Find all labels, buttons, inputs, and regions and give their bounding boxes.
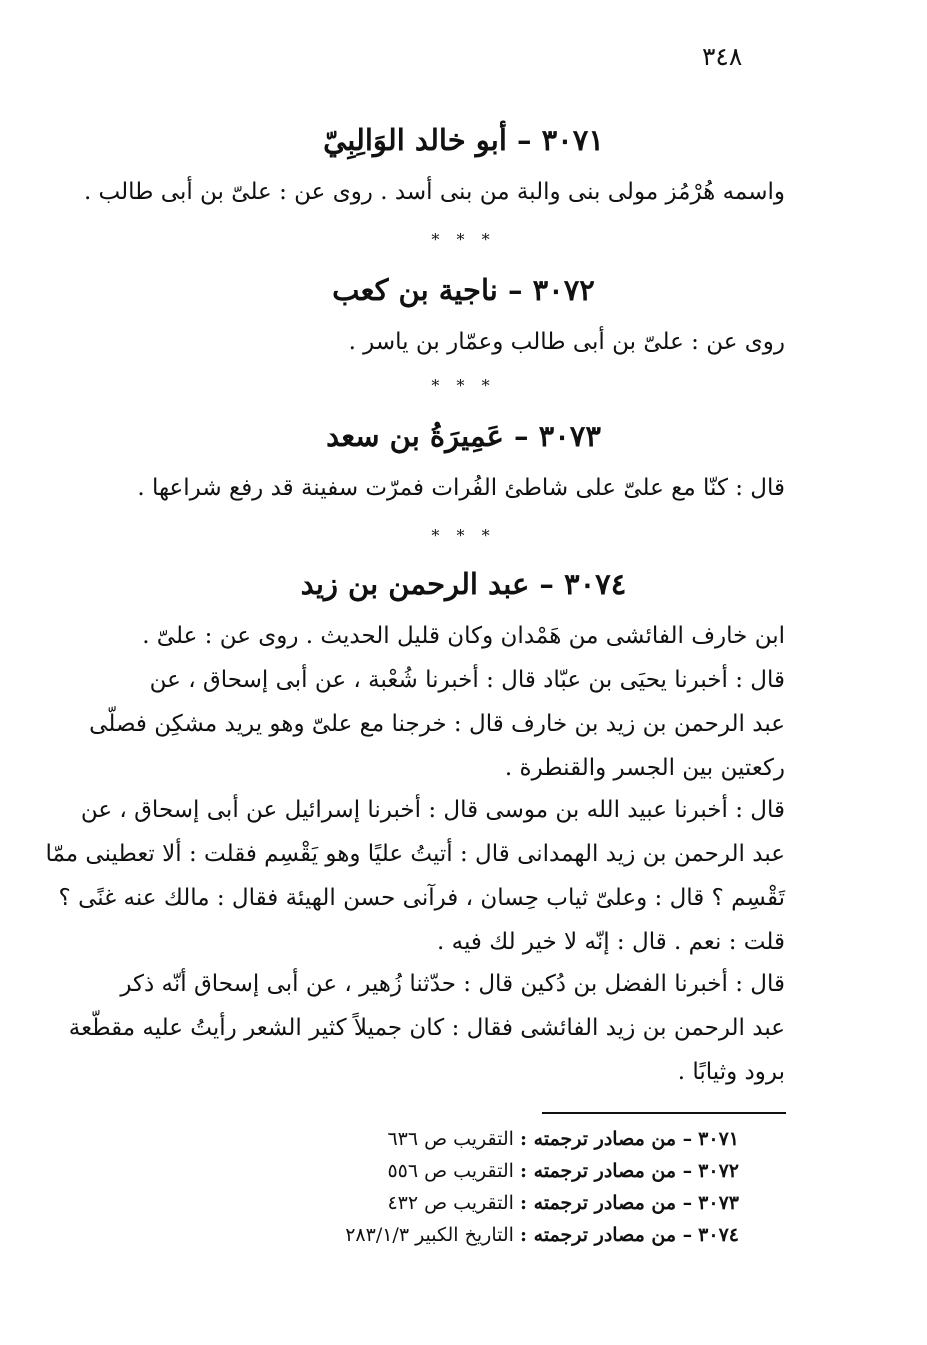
footnote-divider: [542, 1112, 786, 1114]
footnote-3072: [387, 1156, 739, 1186]
entry-3074-line-7: تَقْسِم ؟ قال : وعلىّ ثياب حِسان ، فرآنى حسن الهيئة فقال : مالك عنه غنًى ؟: [58, 885, 785, 911]
footnote-label: – من مصادر ترجمته :: [520, 1160, 693, 1182]
entry-3072-text: روى عن : علىّ بن أبى طالب وعمّار بن ياسر .: [348, 329, 785, 355]
entry-3074-line-8: قلت : نعم . قال : إنّه لا خير لك فيه .: [437, 929, 785, 955]
entry-3074-line-5: قال : أخبرنا عبيد الله بن موسى قال : أخبرنا إسرائيل عن أبى إسحاق ، عن: [80, 797, 785, 823]
separator-stars: * * *: [431, 376, 496, 395]
entry-3074-line-4: ركعتين بين الجسر والقنطرة .: [504, 755, 785, 781]
footnote-source: التقريب ص ٤٣٢: [387, 1192, 514, 1214]
entry-3074-line-1: ابن خارف الفائشى من هَمْدان وكان قليل الحديث . روى عن : علىّ .: [142, 623, 785, 649]
entry-title-3072: ٣٠٧٢ – ناجية بن كعب: [332, 273, 595, 307]
entry-title-3074: ٣٠٧٤ – عبد الرحمن بن زيد: [300, 567, 627, 601]
entry-title-3073: ٣٠٧٣ – عَمِيرَةُ بن سعد: [326, 419, 601, 453]
entry-3074-line-11: برود وثيابًا .: [677, 1059, 785, 1085]
entry-3073-text: قال : كنّا مع علىّ على شاطئ الفُرات فمرّت سفينة قد رفع شراعها .: [137, 475, 785, 501]
entry-title-3071: ٣٠٧١ – أبو خالد الوَالِبِيّ: [323, 123, 604, 157]
footnote-source: التقريب ص ٥٥٦: [387, 1160, 514, 1182]
footnote-label: – من مصادر ترجمته :: [520, 1224, 693, 1246]
separator-stars: * * *: [431, 526, 496, 545]
entry-3071-text: واسمه هُرْمُز مولى بنى والبة من بنى أسد . روى عن : علىّ بن أبى طالب .: [83, 179, 785, 205]
footnote-number: ٣٠٧٢: [698, 1160, 739, 1182]
footnote-source: التاريخ الكبير ٢٨٣/١/٣: [345, 1224, 514, 1246]
footnote-number: ٣٠٧٣: [698, 1192, 739, 1214]
entry-3074-line-9: قال : أخبرنا الفضل بن دُكين قال : حدّثنا زُهير ، عن أبى إسحاق أنّه ذكر: [120, 971, 785, 997]
separator-stars: * * *: [431, 230, 496, 249]
footnote-3071: [387, 1124, 739, 1154]
entry-3074-line-3: عبد الرحمن بن زيد بن خارف قال : خرجنا مع علىّ وهو يريد مشكِن فصلّى: [89, 711, 785, 737]
page-number: ٣٤٨: [702, 42, 743, 71]
footnote-3074: [345, 1220, 739, 1250]
footnote-number: ٣٠٧١: [698, 1128, 739, 1150]
entry-3074-line-2: قال : أخبرنا يحيَى بن عبّاد قال : أخبرنا شُعْبة ، عن أبى إسحاق ، عن: [149, 667, 785, 693]
footnote-source: التقريب ص ٦٣٦: [387, 1128, 514, 1150]
entry-3074-line-6: عبد الرحمن بن زيد الهمدانى قال : أتيتُ عليًا وهو يَقْسِم فقلت : ألا تعطينى ممّا: [45, 841, 785, 867]
footnote-number: ٣٠٧٤: [698, 1224, 739, 1246]
footnote-3073: [387, 1188, 739, 1218]
footnote-label: – من مصادر ترجمته :: [520, 1128, 693, 1150]
entry-3074-line-10: عبد الرحمن بن زيد الفائشى فقال : كان جميلاً كثير الشعر رأيتُ عليه مقطّعة: [68, 1015, 785, 1041]
footnote-label: – من مصادر ترجمته :: [520, 1192, 693, 1214]
